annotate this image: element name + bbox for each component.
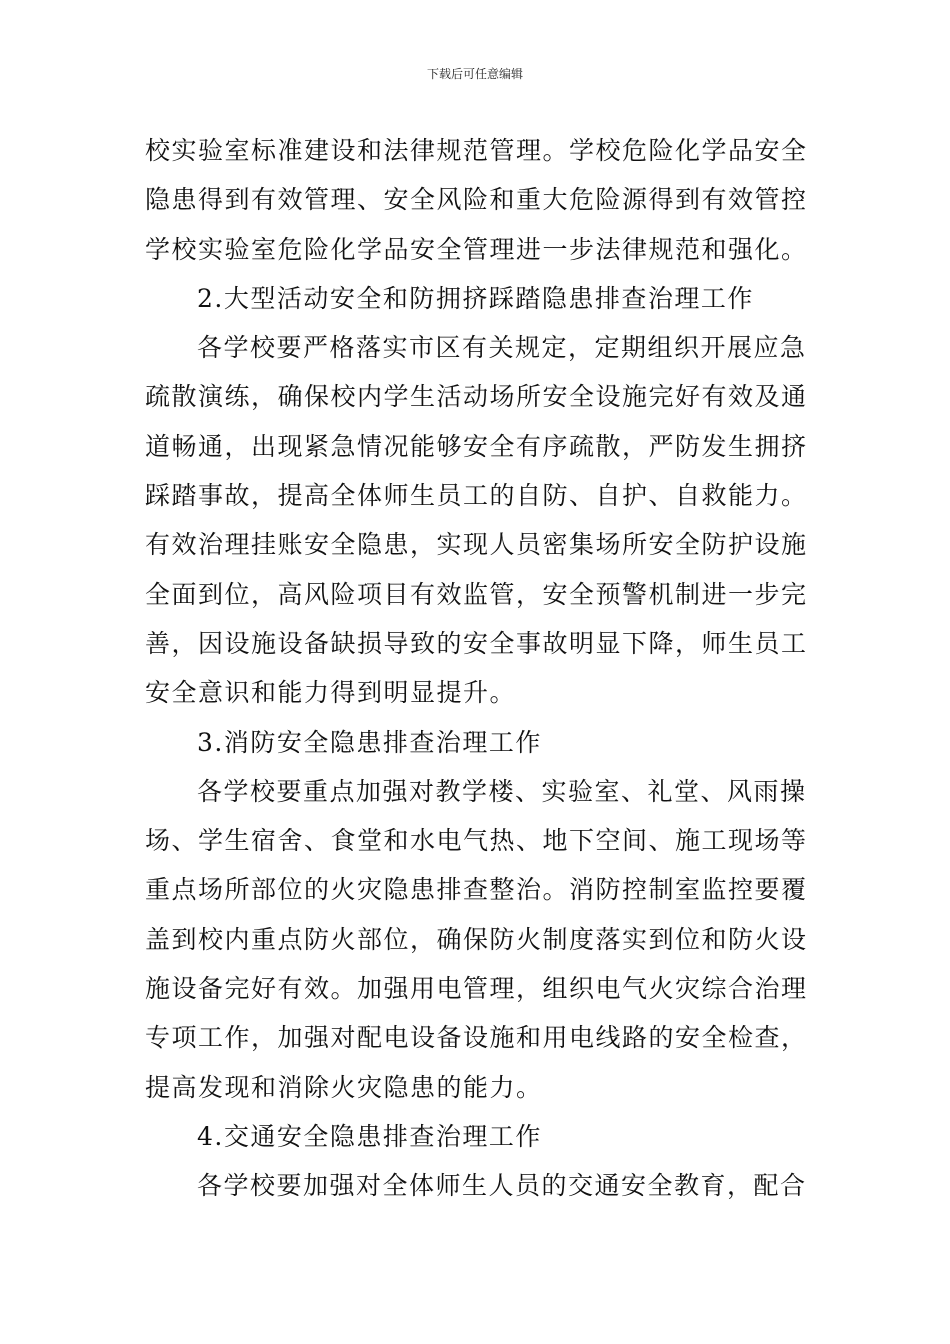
text-line: 学校实验室危险化学品安全管理进一步法律规范和强化。 <box>145 234 808 264</box>
document-body <box>145 126 810 1211</box>
text-line: 安全意识和能力得到明显提升。 <box>145 678 517 708</box>
text-line: 3.消防安全隐患排查治理工作 <box>197 727 542 757</box>
text-line: 各学校要加强对全体师生人员的交通安全教育，配合 <box>197 1171 807 1201</box>
text-line: 道畅通，出现紧急情况能够安全有序疏散，严防发生拥挤 <box>145 431 808 461</box>
text-line: 提高发现和消除火灾隐患的能力。 <box>145 1072 543 1102</box>
text-line: 重点场所部位的火灾隐患排查整治。消防控制室监控要覆 <box>145 875 808 905</box>
text-line: 各学校要严格落实市区有关规定，定期组织开展应急 <box>197 333 807 363</box>
text-line: 全面到位，高风险项目有效监管，安全预警机制进一步完 <box>145 579 808 609</box>
text-line: 2.大型活动安全和防拥挤踩踏隐患排查治理工作 <box>197 283 754 313</box>
text-line: 疏散演练，确保校内学生活动场所安全设施完好有效及通 <box>145 382 808 412</box>
text-line: 场、学生宿舍、食堂和水电气热、地下空间、施工现场等 <box>145 826 808 856</box>
text-line: 校实验室标准建设和法律规范管理。学校危险化学品安全 <box>145 136 808 165</box>
text-line: 施设备完好有效。加强用电管理，组织电气火灾综合治理 <box>145 974 808 1004</box>
text-line: 4.交通安全隐患排查治理工作 <box>197 1121 542 1151</box>
text-line: 专项工作，加强对配电设备设施和用电线路的安全检查， <box>145 1023 808 1053</box>
text-line: 隐患得到有效管理、安全风险和重大危险源得到有效管控 <box>145 185 808 215</box>
text-line: 善，因设施设备缺损导致的安全事故明显下降，师生员工 <box>145 628 808 658</box>
text-line: 有效治理挂账安全隐患，实现人员密集场所安全防护设施 <box>145 530 808 560</box>
page-header-note: 下载后可任意编辑 <box>426 67 523 81</box>
text-line: 各学校要重点加强对教学楼、实验室、礼堂、风雨操 <box>197 776 807 806</box>
text-line: 盖到校内重点防火部位，确保防火制度落实到位和防火设 <box>145 924 808 954</box>
text-line: 踩踏事故，提高全体师生员工的自防、自护、自救能力。 <box>145 481 808 511</box>
